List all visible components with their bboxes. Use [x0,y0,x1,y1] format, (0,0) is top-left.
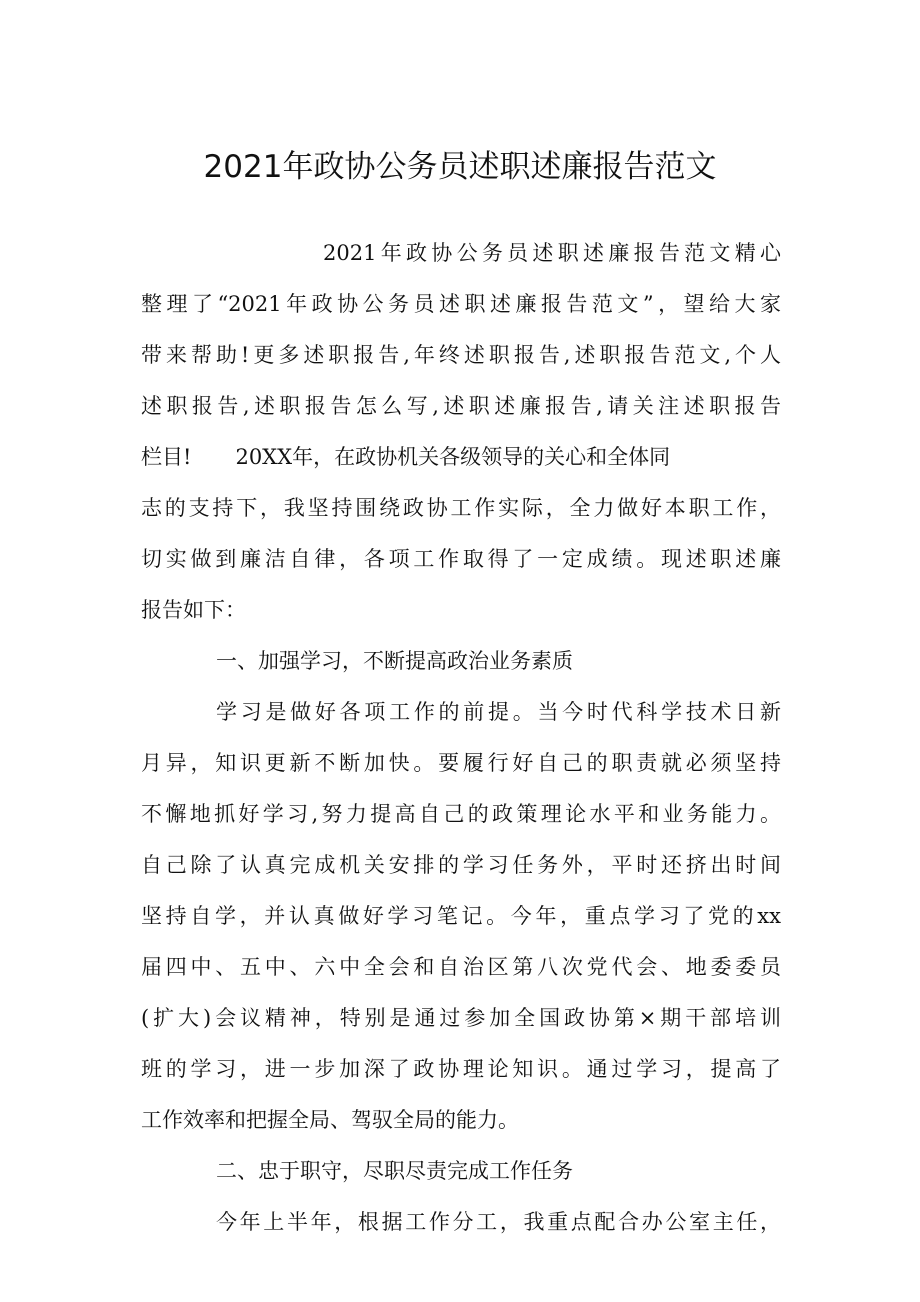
text-line: 学习是做好各项工作的前提。当今时代科学技术日新 [216,700,781,724]
text-line: 述职报告,述职报告怎么写,述职述廉报告,请关注述职报告 [141,394,781,418]
text-line: 切实做到廉洁自律，各项工作取得了一定成绩。现述职述廉 [141,547,781,571]
text-line-mixed [141,432,781,483]
document-title: 2021年政协公务员述职述廉报告范文 [203,149,717,185]
text-line: 2021年政协公务员述职述廉报告范文精心 [323,241,781,265]
text-line: 月异，知识更新不断加快。要履行好自己的职责就必须坚持 [141,751,781,775]
text-line: 报告如下： [141,598,246,622]
text-line: 届四中、五中、六中全会和自治区第八次党代会、地委委员 [141,955,781,979]
document-body [141,228,781,1248]
text-line: 志的支持下，我坚持围绕政协工作实际，全力做好本职工作， [141,496,781,520]
text-line: 不懈地抓好学习,努力提高自己的政策理论水平和业务能力。 [141,802,781,826]
text-segment: 栏目! [141,445,192,469]
text-line: 工作效率和把握全局、驾驭全局的能力。 [141,1108,519,1132]
text-segment: 20XX年，在政协机关各级领导的关心和全体同 [235,445,671,469]
text-line: 整理了“2021年政协公务员述职述廉报告范文”，望给大家 [141,292,781,316]
text-line: 今年上半年，根据工作分工，我重点配合办公室主任， [216,1210,781,1234]
section-heading: 二、忠于职守，尽职尽责完成工作任务 [216,1159,573,1183]
section-heading: 一、加强学习，不断提高政治业务素质 [216,649,573,673]
text-line: (扩大)会议精神，特别是通过参加全国政协第×期干部培训 [141,1006,781,1030]
text-line: 坚持自学，并认真做好学习笔记。今年，重点学习了党的xx [141,904,781,928]
text-line: 班的学习，进一步加深了政协理论知识。通过学习，提高了 [141,1057,781,1081]
text-line: 带来帮助!更多述职报告,年终述职报告,述职报告范文,个人 [141,343,781,367]
text-line: 自己除了认真完成机关安排的学习任务外，平时还挤出时间 [141,853,781,877]
